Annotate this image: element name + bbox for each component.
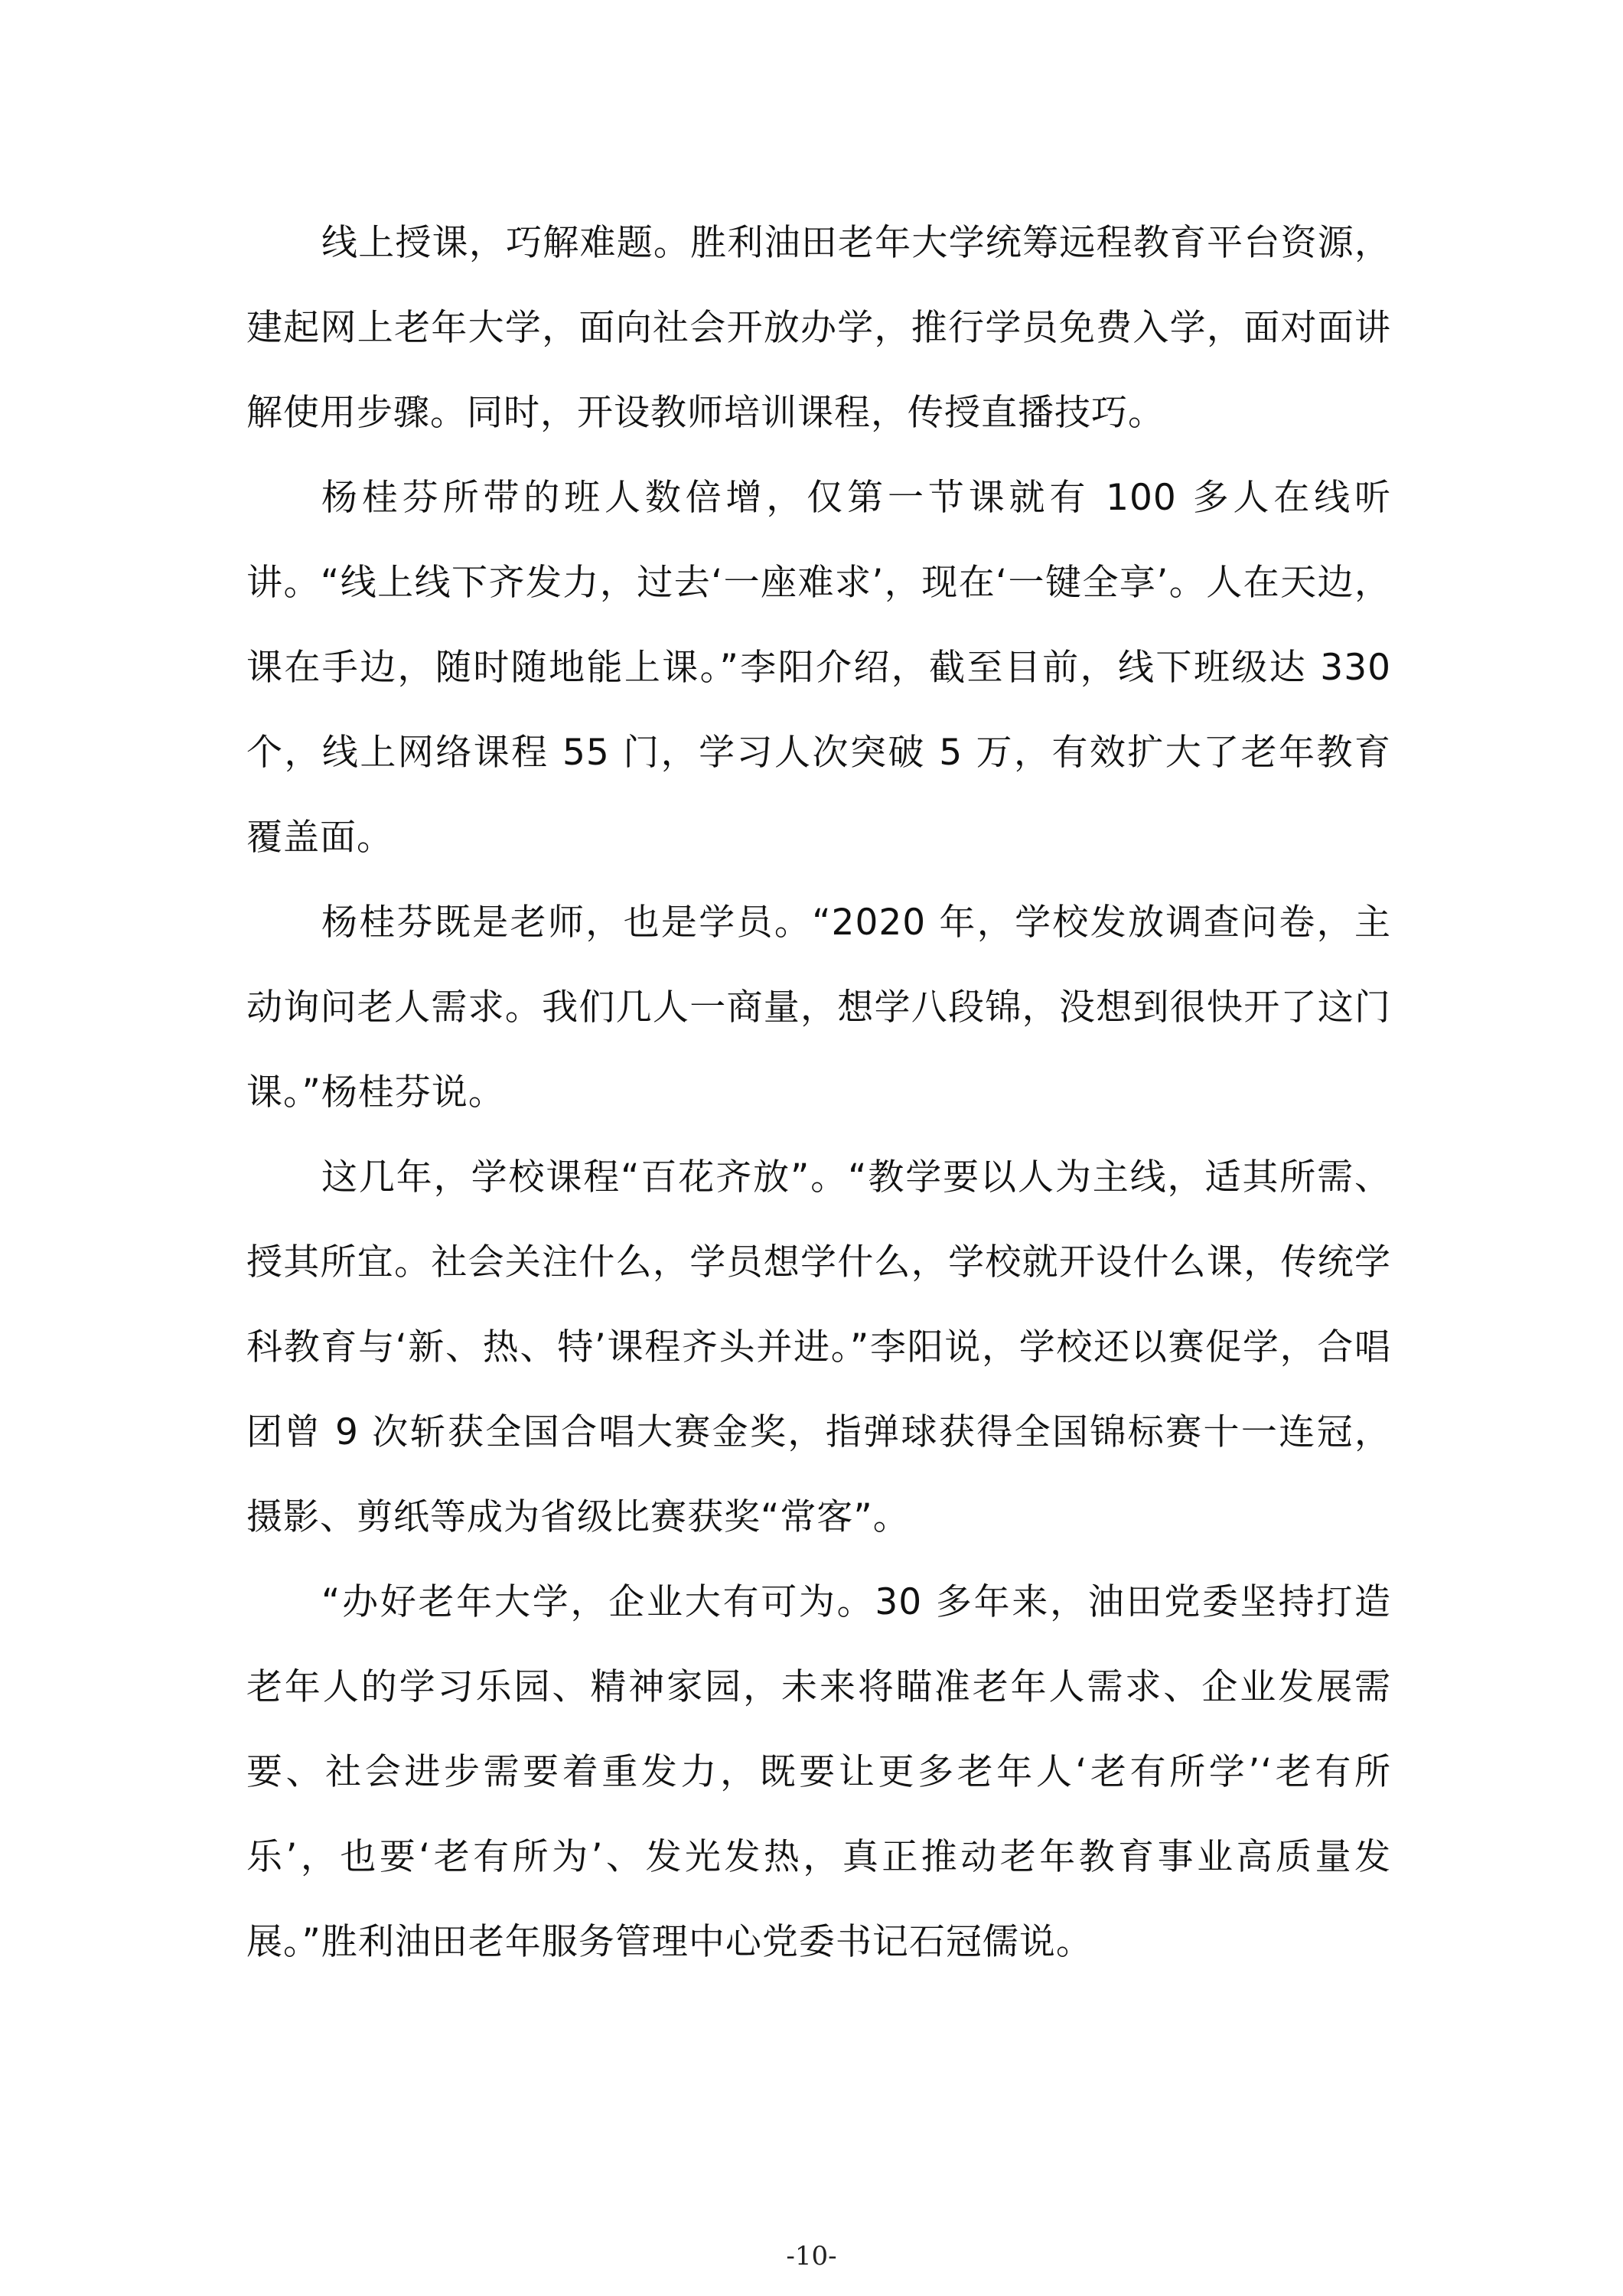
- paragraph-class-growth: 杨桂芬所带的班人数倍增，仅第一节课就有 100 多人在线听讲。“线上线下齐发力，过去‘一座难求’，现在‘一键全享’。人在天边，课在手边，随时随地能上课。”李阳介绍，截至目前，线下班级达 330 个，线上网络课程 55 门，学习人次突破 5 万，有效扩大了老年教育覆盖面。: [246, 477, 1391, 859]
- page-number: -10-: [786, 2241, 837, 2272]
- paragraph-teacher-student: 杨桂芬既是老师，也是学员。“2020 年，学校发放调查问卷，主动询问老人需求。我们几人一商量，想学八段锦，没想到很快开了这门课。”杨桂芬说。: [246, 902, 1391, 1114]
- article-body: [246, 201, 1391, 1985]
- paragraph-online-teaching: 线上授课，巧解难题。胜利油田老年大学统筹远程教育平台资源，建起网上老年大学，面向社会开放办学，推行学员免费入学，面对面讲解使用步骤。同时，开设教师培训课程，传授直播技巧。: [246, 222, 1391, 434]
- paragraph-quote-conclusion: “办好老年大学，企业大有可为。30 多年来，油田党委坚持打造老年人的学习乐园、精神家园，未来将瞄准老年人需求、企业发展需要、社会进步需要着重发力，既要让更多老年人‘老有所学’‘老有所乐’，也要‘老有所为’、发光发热，真正推动老年教育事业高质量发展。”胜利油田老年服务管理中心党委书记石冠儒说。: [246, 1581, 1391, 1963]
- paragraph-curriculum: 这几年，学校课程“百花齐放”。“教学要以人为主线，适其所需、授其所宜。社会关注什么，学员想学什么，学校就开设什么课，传统学科教育与‘新、热、特’课程齐头并进。”李阳说，学校还以赛促学，合唱团曾 9 次斩获全国合唱大赛金奖，指弹球获得全国锦标赛十一连冠，摄影、剪纸等成为省级比赛获奖“常客”。: [246, 1156, 1391, 1538]
